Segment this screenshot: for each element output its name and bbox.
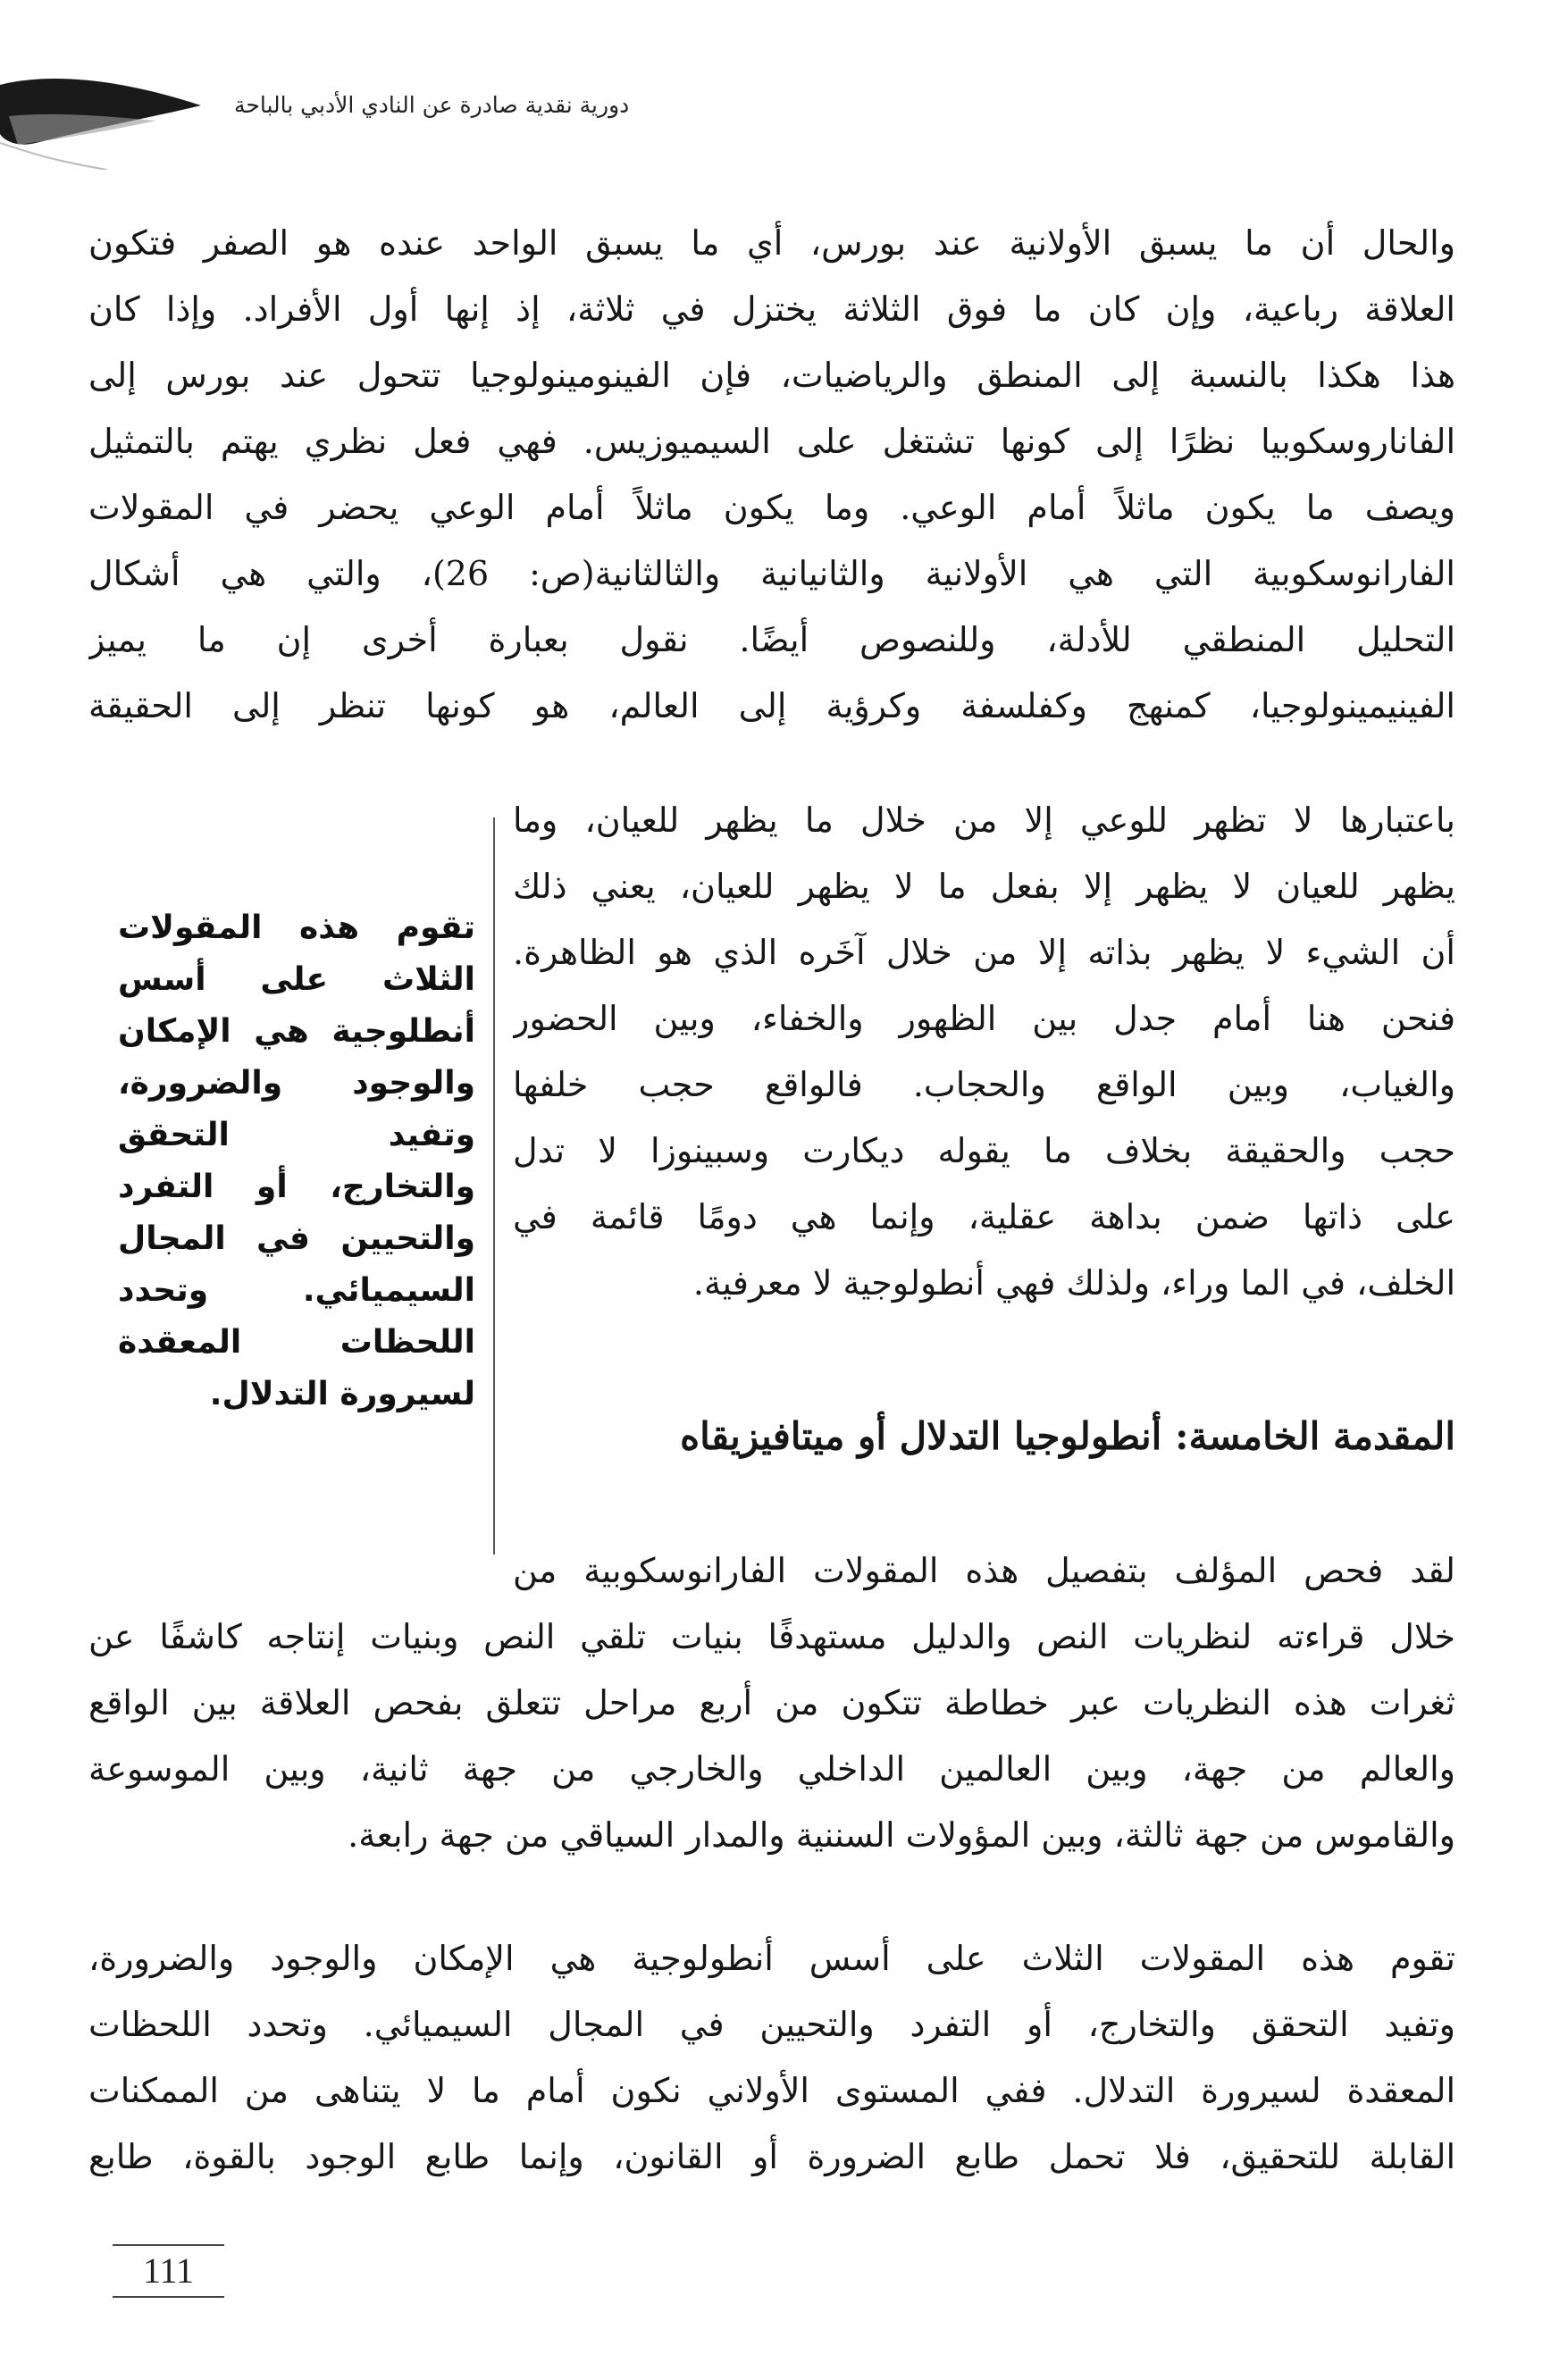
body-line: الفينيمينولوجيا، كمنهج وكفلسفة وكرؤية إلى العالم، هو كونها تنظر إلى الحقيقة: [88, 686, 1455, 725]
pull-quote-line: والوجود والضرورة،: [118, 1065, 475, 1102]
body-line: الفارانوسكوبية التي هي الأولانية والثانيانية والثالثانية(ص: 26)، والتي هي أشكال: [88, 554, 1455, 593]
pull-quote-line: والتخارج، أو التفرد: [118, 1169, 475, 1205]
pull-quote-line: تقوم هذه المقولات: [118, 909, 475, 946]
journal-header-title: دورية نقدية صادرة عن النادي الأدبي بالباحة: [234, 92, 630, 118]
pull-quote-line: أنطلوجية هي الإمكان: [118, 1013, 475, 1050]
body-line: حجب والحقيقة بخلاف ما يقوله ديكارت وسبينوزا لا تدل: [513, 1131, 1455, 1170]
body-line: هذا هكذا بالنسبة إلى المنطق والرياضيات، فإن الفينومينولوجيا تتحول عند بورس إلى: [88, 356, 1455, 395]
pull-quote-line: وتفيد التحقق: [118, 1117, 475, 1153]
body-line: تقوم هذه المقولات الثلاث على أسس أنطولوجية هي الإمكان والوجود والضرورة،: [88, 1939, 1455, 1978]
body-line: العلاقة رباعية، وإن كان ما فوق الثلاثة يختزل في ثلاثة، إذ إنها أول الأفراد. وإذا كان: [88, 289, 1455, 329]
pull-quote-line: لسيرورة التدلال.: [209, 1376, 475, 1412]
body-line: فنحن هنا أمام جدل بين الظهور والخفاء، وبين الحضور: [513, 999, 1455, 1038]
journal-logo-graphic: [0, 36, 223, 170]
body-line: القابلة للتحقيق، فلا تحمل طابع الضرورة أو القانون، وإنما طابع الوجود بالقوة، طابع: [88, 2137, 1455, 2176]
pull-quote-line: السيميائي. وتحدد: [118, 1272, 475, 1309]
pull-quote: [118, 902, 475, 1420]
logo-brush-fray: [0, 143, 107, 170]
page-number: 111: [113, 2246, 224, 2298]
logo-brush-stroke-light: [9, 114, 156, 145]
pull-quote-line: الثلاث على أسس: [118, 961, 475, 998]
body-line: المعقدة لسيرورة التدلال. ففي المستوى الأولاني نكون أمام ما لا يتناهى من الممكنات: [88, 2071, 1455, 2110]
body-line: باعتبارها لا تظهر للوعي إلا من خلال ما يظهر للعيان، وما: [513, 800, 1455, 840]
body-line: والعالم من جهة، وبين العالمين الداخلي والخارجي من جهة ثانية، وبين الموسوعة: [88, 1749, 1455, 1789]
section-heading: المقدمة الخامسة: أنطولوجيا التدلال أو ميتافيزيقاه: [680, 1414, 1455, 1458]
body-line: ثغرات هذه النظريات عبر خطاطة تتكون من أربع مراحل تتعلق بفحص العلاقة بين الواقع: [88, 1683, 1455, 1722]
body-line: يظهر للعيان لا يظهر إلا بفعل ما لا يظهر للعيان، يعني ذلك: [513, 867, 1455, 906]
body-line: التحليل المنطقي للأدلة، وللنصوص أيضًا. نقول بعبارة أخرى إن ما يميز: [88, 620, 1455, 659]
body-line: والقاموس من جهة ثالثة، وبين المؤولات السننية والمدار السياقي من جهة رابعة.: [348, 1815, 1455, 1855]
body-line: والحال أن ما يسبق الأولانية عند بورس، أي ما يسبق الواحد عنده هو الصفر فتكون: [88, 223, 1455, 263]
body-line: الفاناروسكوبيا نظرًا إلى كونها تشتغل على السيميوزيس. فهي فعل نظري يهتم بالتمثيل: [88, 422, 1455, 461]
body-line: ويصف ما يكون ماثلاً أمام الوعي. وما يكون ماثلاً أمام الوعي يحضر في المقولات: [88, 488, 1455, 527]
body-line: أن الشيء لا يظهر بذاته إلا من خلال آخَره الذي هو الظاهرة.: [513, 933, 1455, 972]
pull-quote-line: اللحظات المعقدة: [118, 1324, 475, 1361]
body-line: على ذاتها ضمن بداهة عقلية، وإنما هي دومًا قائمة في: [513, 1197, 1455, 1236]
body-line: والغياب، وبين الواقع والحجاب. فالواقع حجب خلفها: [513, 1065, 1455, 1104]
body-line: الخلف، في الما وراء، ولذلك فهي أنطولوجية لا معرفية.: [692, 1263, 1455, 1303]
pull-quote-line: والتحيين في المجال: [118, 1220, 475, 1257]
body-line: لقد فحص المؤلف بتفصيل هذه المقولات الفارانوسكوبية من: [513, 1551, 1455, 1590]
body-line: خلال قراءته لنظريات النص والدليل مستهدفًا بنيات تلقي النص وبنيات إنتاجه كاشفًا عن: [88, 1617, 1455, 1656]
pull-quote-divider: [493, 817, 495, 1555]
body-line: وتفيد التحقق والتخارج، أو التفرد والتحيين في المجال السيميائي. وتحدد اللحظات: [88, 2005, 1455, 2044]
